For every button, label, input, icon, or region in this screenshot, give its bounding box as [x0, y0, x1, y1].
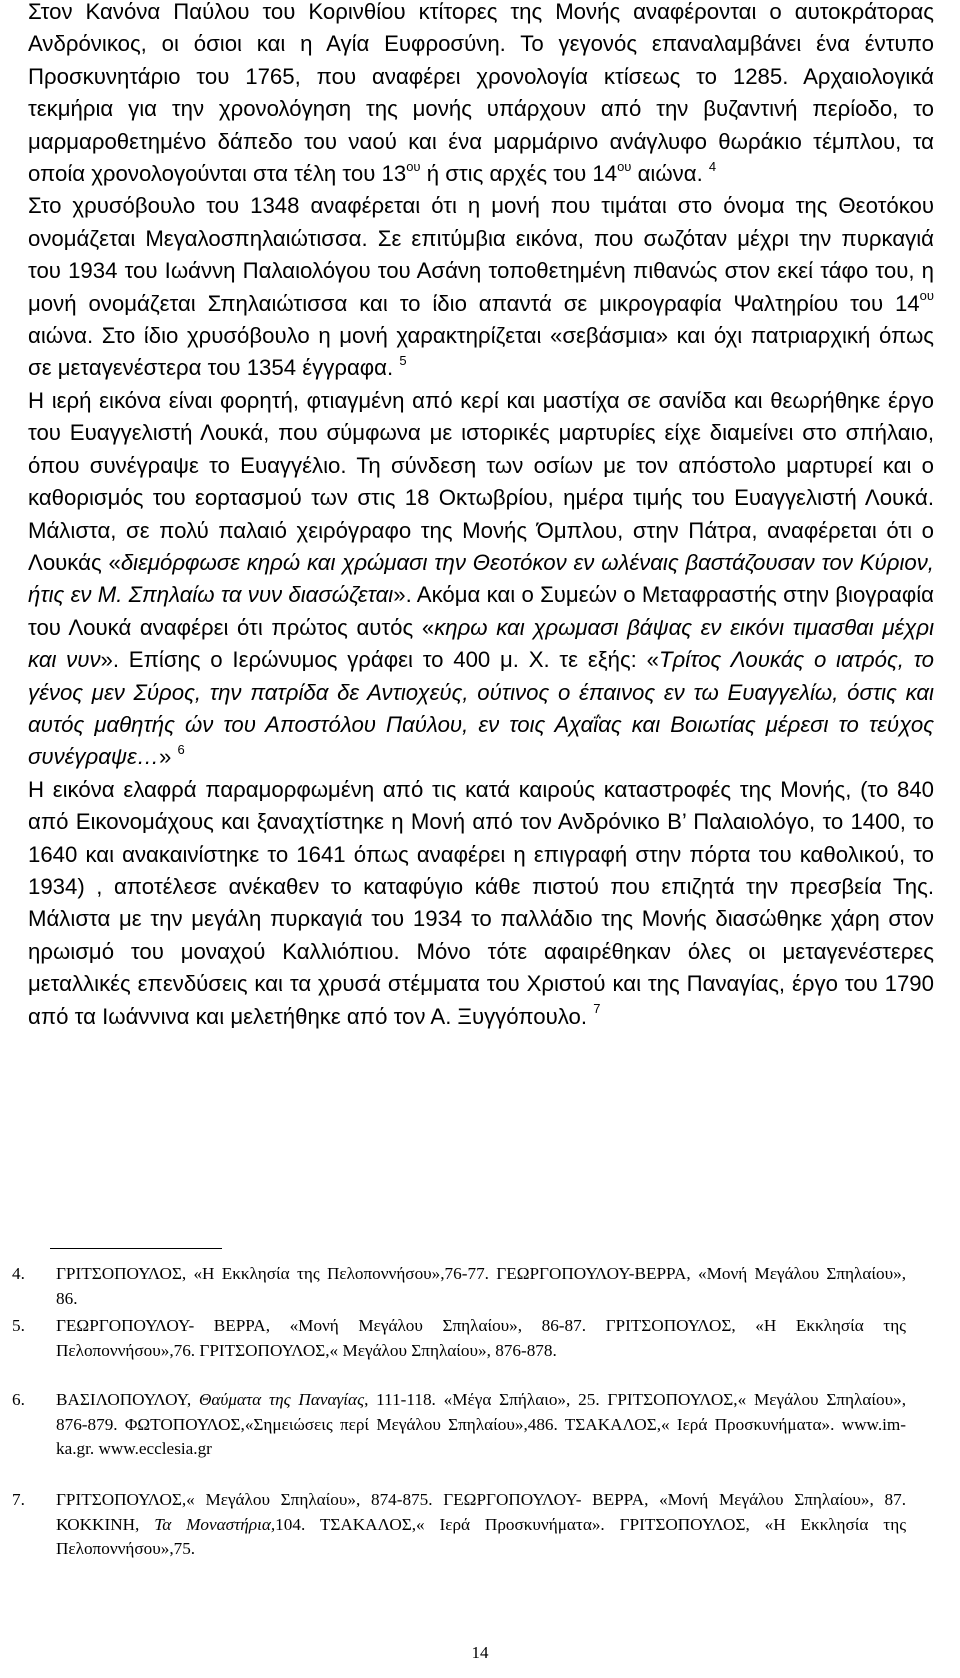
italic-quote: Τα Μοναστήρια, [154, 1514, 276, 1534]
superscript: ου [406, 158, 421, 174]
footnote-text [56, 1390, 906, 1458]
text-run: ». Ακόμα και ο Συμεών ο Μεταφραστής στην βιογραφία του Λουκά αναφέρει ότι πρώτος αυτός « [28, 582, 935, 640]
footnote-item [12, 1388, 906, 1488]
text-run: ΒΑΣΙΛΟΠΟΥΛΟΥ, [56, 1390, 199, 1409]
footnote-number: 4. [12, 1264, 25, 1283]
superscript: 7 [593, 1001, 601, 1017]
superscript: ου [919, 288, 934, 304]
superscript: 5 [399, 353, 407, 369]
text-run: 104. ΤΣΑΚΑΛΟΣ,« Ιερά Προσκυνήματα». ΓΡΙΤΣΟΠΟΥΛΟΣ, «Η Εκκλησία της Πελοποννήσου»,75. [56, 1514, 907, 1559]
italic-quote: Θαύματα της Παναγίας [198, 1390, 365, 1409]
body-text [28, 0, 934, 1033]
footnote-separator [50, 1248, 222, 1249]
footnote-text [56, 1316, 906, 1360]
page-number: 14 [471, 1643, 489, 1662]
text-run: » [158, 744, 178, 770]
footnote-text [56, 1490, 906, 1558]
text-run: αιώνα. [631, 161, 709, 187]
italic-quote: Τρίτος Λουκάς ο ιατρός, το γένος μεν Σύρος, την πατρίδα δε Αντιοχεύς, ούτινος ο έπαινος εν τω Ευαγγελίω, όστις και αυτός μαθητής ών του Αποστόλου Παύλου, εν τοις Αχαΐας και Βοιωτίας μέρεσι το τεύχος συνέγραψε… [28, 647, 934, 770]
text-run: , 111-118. «Μέγα Σπήλαιο», 25. ΓΡΙΤΣΟΠΟΥΛΟΣ,« Μεγάλου Σπηλαίου», 876-879. ΦΩΤΟΠΟΥΛΟΣ,«Σημειώσεις περί Μεγάλου Σπηλαίου»,486. ΤΣΑΚΑΛΟΣ,« Ιερά Προσκυνήματα». www.im-ka.gr. www.ecclesia.gr [56, 1390, 906, 1459]
superscript: ου [617, 158, 632, 174]
footnotes-list [12, 1262, 906, 1558]
document-page [28, 0, 934, 1033]
text-run: Η εικόνα ελαφρά παραμορφωμένη από τις κατά καιρούς καταστροφές της Μονής, (το 840 από Εικονομάχους και ξαναχτίστηκε η Μονή από τον Ανδρόνικο Β’ Παλαιολόγο, το 1400, το 1640 και ανακαινίστηκε το 1641 όπως αναφέρει η επιγραφή στην πόρτα του καθολικού, το 1934) , αποτέλεσε ανέκαθεν το καταφύγιο κάθε πιστού που επιζητά την πρεσβεία Της. Μάλιστα με την μεγάλη πυρκαγιά του 1934 το παλλάδιο της Μονής διασώθηκε χάρη στον ηρωισμό του μοναχού Καλλιόπιου. Μόνο τότε αφαιρέθηκαν όλες οι μεταγενέστερες μεταλλικές επενδύσεις και τα χρυσά στέμματα του Χριστού και της Παναγίας, έργο του 1790 από τα Ιωάννινα και μελετήθηκε από τον Α. Ξυγγόπουλο. [28, 776, 934, 1029]
footnote-item [12, 1488, 906, 1558]
footnote-item [12, 1262, 906, 1314]
paragraph-icon-history [28, 774, 934, 1033]
text-run: Στο χρυσόβουλο του 1348 αναφέρεται ότι η μονή που τιμάται στο όνομα της Θεοτόκου ονομάζεται Μεγαλοσπηλαιώτισσα. Σε επιτύμβια εικόνα, που σωζόταν μέχρι την πυρκαγιά του 1934 του Ιωάννη Παλαιολόγου του Ασάνη τοποθετημένη πιθανώς στον εκεί τάφο του, η μονή ονομάζεται Σπηλαιώτισσα και το ίδιο απαντά σε μικρογραφία Ψαλτηρίου του 14 [28, 193, 934, 316]
footnote-item [12, 1314, 906, 1388]
text-run: αιώνα. Στο ίδιο χρυσόβουλο η μονή χαρακτηρίζεται «σεβάσμια» και όχι πατριαρχική όπως σε μεταγενέστερα του 1354 έγγραφα. [28, 323, 934, 381]
footnote-number: 6. [12, 1390, 25, 1409]
text-run: ΓΡΙΤΣΟΠΟΥΛΟΣ,« Μεγάλου Σπηλαίου», 874-875. ΓΕΩΡΓΟΠΟΥΛΟΥ- ΒΕΡΡΑ, «Μονή Μεγάλου Σπηλαίου», 87. ΚΟΚΚΙΝΗ, [56, 1490, 906, 1534]
paragraph-chrysobull [28, 190, 934, 384]
footnote-number: 5. [12, 1316, 25, 1335]
footnote-number: 7. [12, 1490, 25, 1509]
italic-quote: κηρω και χρωμασι βάψας εν εικόνι τιμασθαι μέχρι και νυν [28, 614, 934, 673]
text-run: ΓΕΩΡΓΟΠΟΥΛΟΥ- ΒΕΡΡΑ, «Μονή Μεγάλου Σπηλαίου», 86-87. ΓΡΙΤΣΟΠΟΥΛΟΣ, «Η Εκκλησία της Πελοποννήσου»,76. ΓΡΙΤΣΟΠΟΥΛΟΣ,« Μεγάλου Σπηλαίου», 876-878. [56, 1316, 906, 1360]
footnote-text [56, 1264, 906, 1308]
text-run: Η ιερή εικόνα είναι φορητή, φτιαγμένη από κερί και μαστίχα σε σανίδα και θεωρήθηκε έργο του Ευαγγελιστή Λουκά, που σύμφωνα με ιστορικές μαρτυρίες είχε διαμείνει στο σπήλαιο, όπου συνέγραψε το Ευαγγέλιο. Τη σύνδεση των οσίων με τον απόστολο μαρτυρεί και ο καθορισμός του εορτασμού των στις 18 Οκτωβρίου, ημέρα τιμής του Ευαγγελιστή Λουκά. Μάλιστα, σε πολύ παλαιό χειρόγραφο της Μονής Όμπλου, στην Πάτρα, αναφέρεται ότι ο Λουκάς « [28, 387, 934, 575]
superscript: 4 [708, 158, 717, 174]
superscript: 6 [177, 741, 185, 757]
italic-quote: διεμόρφωσε κηρώ και χρώμασι την Θεοτόκον εν ωλέναις βαστάζουσαν τον Κύριον, ήτις εν Μ. Σπηλαίω τα νυν διασώζεται [28, 549, 934, 608]
text-run: ». Επίσης ο Ιερώνυμος γράφει το 400 μ. Χ. τε εξής: « [100, 647, 659, 673]
text-run: ΓΡΙΤΣΟΠΟΥΛΟΣ, «Η Εκκλησία της Πελοποννήσου»,76-77. ΓΕΩΡΓΟΠΟΥΛΟΥ-ΒΕΡΡΑ, «Μονή Μεγάλου Σπηλαίου», 86. [56, 1264, 906, 1308]
text-run: ή στις αρχές του 14 [420, 161, 618, 187]
paragraph-icon-origin [28, 385, 934, 774]
text-run: Στον Κανόνα Παύλου του Κορινθίου κτίτορες της Μονής αναφέρονται ο αυτοκράτορας Ανδρόνικος, οι όσιοι και η Αγία Ευφροσύνη. Το γεγονός επαναλαμβάνει ένα έντυπο Προσκυνητάριο του 1765, που αναφέρει χρονολογία κτίσεως το 1285. Αρχαιολογικά τεκμήρια για την χρονολόγηση της μονής υπάρχουν από την βυζαντινή περίοδο, το μαρμαροθετημένο δάπεδο του ναού και ένα μαρμάρινο ανάγλυφο θωράκιο τέμπλου, τα οποία χρονολογούνται στα τέλη του 13 [28, 0, 934, 187]
paragraph-founders [28, 0, 934, 190]
